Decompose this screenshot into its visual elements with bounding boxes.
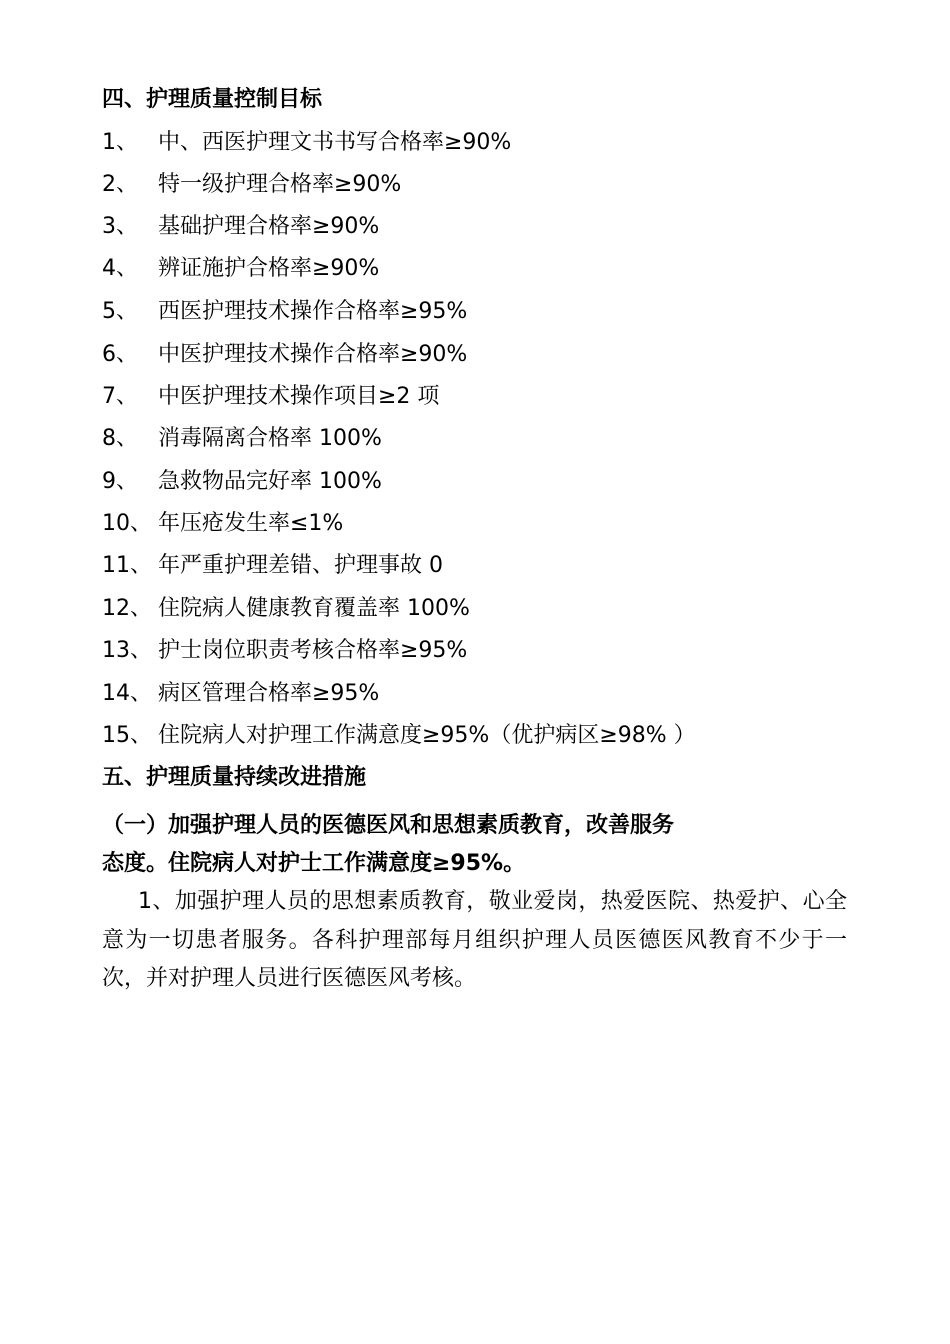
- item-number: 9、: [102, 469, 138, 494]
- item-number: 4、: [102, 256, 138, 281]
- item-text: 中医护理技术操作合格率≥90%: [158, 342, 468, 367]
- list-item: [102, 509, 343, 539]
- list-item: [102, 254, 379, 284]
- item-text: 中医护理技术操作项目≥2 项: [158, 384, 440, 409]
- body-paragraph: 1、加强护理人员的思想素质教育，敬业爱岗，热爱医院、热爱护、心全意为一切患者服务。各科护理部每月组织护理人员医德医风教育不少于一次，并对护理人员进行医德医风考核。: [102, 889, 847, 991]
- item-text: 年压疮发生率≤1%: [158, 511, 344, 536]
- item-number: 3、: [102, 214, 138, 239]
- subsection-1-title-line-1: （一）加强护理人员的医德医风和思想素质教育，改善服务: [102, 813, 675, 838]
- item-number: 14、: [102, 681, 152, 706]
- item-number: 5、: [102, 299, 138, 324]
- item-text: 基础护理合格率≥90%: [158, 214, 380, 239]
- list-item: [102, 721, 696, 751]
- item-number: 8、: [102, 426, 138, 451]
- list-item: [102, 340, 467, 370]
- list-item: [102, 594, 470, 624]
- item-text: 住院病人对护理工作满意度≥95%（优护病区≥98% ）: [158, 723, 696, 748]
- list-item: [102, 551, 443, 581]
- item-number: 13、: [102, 638, 152, 663]
- item-number: 11、: [102, 553, 152, 578]
- section-5-heading: 五、护理质量持续改进措施: [102, 765, 367, 790]
- list-item: [102, 382, 439, 412]
- item-number: 6、: [102, 342, 138, 367]
- item-number: 10、: [102, 511, 152, 536]
- item-number: 2、: [102, 172, 138, 197]
- list-item: [102, 636, 467, 666]
- item-text: 辨证施护合格率≥90%: [158, 256, 380, 281]
- list-item: [102, 170, 401, 200]
- item-number: 1、: [102, 130, 138, 155]
- item-text: 病区管理合格率≥95%: [158, 681, 380, 706]
- item-number: 7、: [102, 384, 138, 409]
- item-text: 消毒隔离合格率 100%: [158, 426, 382, 451]
- item-text: 急救物品完好率 100%: [158, 469, 382, 494]
- item-number: 12、: [102, 596, 152, 621]
- item-text: 中、西医护理文书书写合格率≥90%: [158, 130, 512, 155]
- list-item: [102, 467, 382, 497]
- item-number: 15、: [102, 723, 152, 748]
- subsection-1-title-line-2: 态度。住院病人对护士工作满意度≥95%。: [102, 851, 526, 876]
- list-item: [102, 424, 382, 454]
- list-item: [102, 297, 467, 327]
- list-item: [102, 679, 379, 709]
- list-item: [102, 212, 379, 242]
- item-text: 特一级护理合格率≥90%: [158, 172, 402, 197]
- list-item: [102, 128, 511, 158]
- item-text: 住院病人健康教育覆盖率 100%: [158, 596, 470, 621]
- item-text: 护士岗位职责考核合格率≥95%: [158, 638, 468, 663]
- item-text: 西医护理技术操作合格率≥95%: [158, 299, 468, 324]
- item-text: 年严重护理差错、护理事故 0: [158, 553, 443, 578]
- section-4-heading: 四、护理质量控制目标: [102, 87, 323, 112]
